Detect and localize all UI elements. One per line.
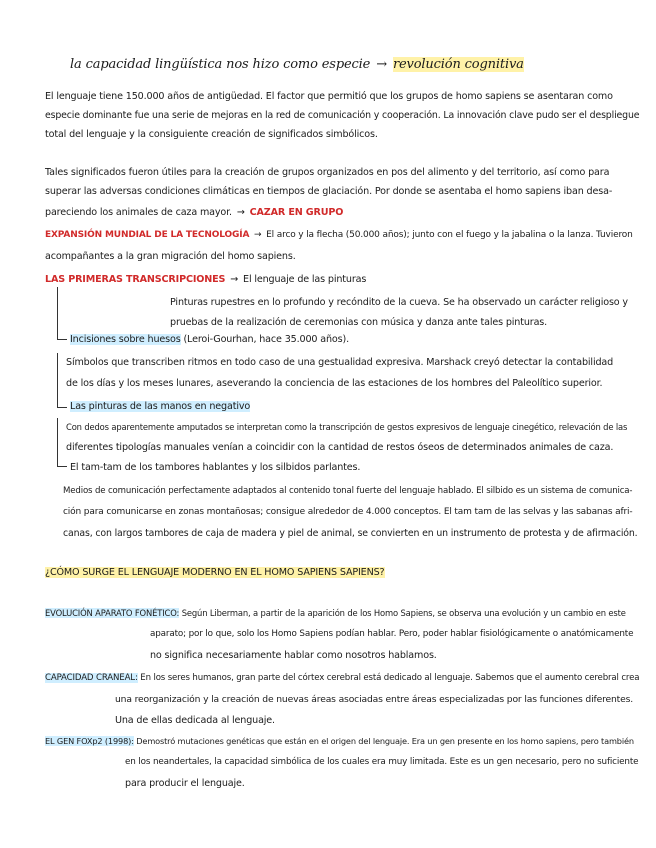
item2-line (70, 333, 349, 346)
p1-line-3: total del lenguaje y la consiguiente creación de significados simbólicos. (45, 129, 378, 140)
title-arrow-icon: → (376, 57, 387, 72)
evolution-text-3: no significa necesariamente hablar como nosotros hablamos. (150, 650, 437, 661)
arrow-icon: → (254, 230, 262, 240)
item4-text-1: Medios de comunicación perfectamente adaptados al contenido tonal fuerte del lenguaje hablado. El silbido es un sistema de comunica- (63, 486, 633, 496)
p2-line-1: Tales significados fueron útiles para la creación de grupos organizados en pos del alimento y del territorio, así como para (45, 167, 610, 178)
item1-text-1: Pinturas rupestres en lo profundo y recóndito de la cueva. Se ha observado un carácter religioso y (170, 297, 628, 308)
tree-connector-tick (57, 339, 67, 340)
item3-text-1: Con dedos aparentemente amputados se interpretan como la transcripción de gestos expresivos de lenguaje cinegético, relevación de las (66, 422, 628, 432)
item2-ref: (Leroi-Gourhan, hace 35.000 años). (183, 334, 349, 345)
gene-text-1: Demostró mutaciones genéticas que están en el origen del lenguaje. Era un gen presente en los homo sapiens, pero también (136, 736, 634, 746)
p2-line-2: superar las adversas condiciones climáticas en tiempos de glaciación. Por donde se asentaba el homo sapiens iban desa- (45, 186, 613, 197)
expansion-line-1 (45, 229, 633, 242)
item2-text-1: Símbolos que transcriben ritmos en todo caso de una gestualidad expresiva. Marshack creyó detectar la contabilidad (66, 357, 614, 368)
expansion-text: El arco y la flecha (50.000 años); junto con el fuego y la jabalina o la lanza. Tuvieron (266, 230, 633, 240)
item3-line (70, 400, 250, 413)
question-text: ¿CÓMO SURGE EL LENGUAJE MODERNO EN EL HOMO SAPIENS SAPIENS? (45, 567, 385, 578)
item3-label: Las pinturas de las manos en negativo (70, 401, 251, 412)
gene-text-2: en los neandertales, la capacidad simbólica de los cuales era muy limitada. Este es un gen necesario, pero no suficiente (125, 757, 639, 767)
item1-text-2: pruebas de la realización de ceremonias con música y danza ante tales pinturas. (170, 317, 548, 328)
tree-connector (57, 418, 58, 466)
cranial-label: CAPACIDAD CRANEAL: (45, 673, 138, 683)
p2-line-3 (45, 206, 343, 219)
p1-line-2: especie dominante fue una serie de mejoras en la red de comunicación y cooperación. La innovación clave pudo ser el despliegue (45, 110, 640, 121)
evolution-line-1 (45, 607, 626, 620)
item2-text-2: de los días y los meses lunares, aseverando la conciencia de las estaciones de los hombres del Paleolítico superior. (66, 378, 603, 389)
gene-line-1 (45, 735, 634, 748)
tree-connector-tick (57, 407, 67, 408)
transcriptions-label: LAS PRIMERAS TRANSCRIPCIONES (45, 274, 226, 285)
title-left: la capacidad lingüística nos hizo como especie (70, 57, 371, 72)
section-question (45, 566, 385, 579)
gene-label: EL GEN FOXp2 (1998): (45, 736, 134, 746)
cranial-line-1 (45, 672, 639, 685)
transcriptions-line (45, 273, 366, 286)
tree-connector (57, 353, 58, 408)
item4-text-2: ción para comunicarse en zonas montañosas; consigue alrededor de 4.000 conceptos. El tam tam de las selvas y las sabanas afri- (63, 507, 633, 517)
evolution-text-1: Según Liberman, a partir de la aparición de los Homo Sapiens, se observa una evolución y un cambio en este (181, 608, 626, 618)
tree-connector-tick (57, 466, 67, 467)
p2-line-3-text: pareciendo los animales de caza mayor. (45, 207, 232, 218)
tree-connector (57, 287, 58, 339)
expansion-line-2: acompañantes a la gran migración del homo sapiens. (45, 251, 296, 262)
cranial-text-2: una reorganización y la creación de nuevas áreas asociadas entre áreas especializadas por las funciones diferentes. (115, 694, 634, 705)
page-title (70, 58, 524, 71)
evolution-label: EVOLUCIÓN APARATO FONÉTICO: (45, 608, 180, 618)
arrow-icon: → (230, 274, 239, 285)
item4-text-3: canas, con largos tambores de caja de madera y piel de animal, se convierten en un instrumento de protesta y de afirmación. (63, 528, 638, 539)
hunt-tag: CAZAR EN GRUPO (249, 207, 344, 218)
title-highlight: revolución cognitiva (392, 57, 524, 72)
arrow-icon: → (236, 207, 245, 218)
item4-line: El tam-tam de los tambores hablantes y los silbidos parlantes. (70, 462, 361, 473)
item2-label: Incisiones sobre huesos (70, 334, 181, 345)
item3-text-2: diferentes tipologías manuales venían a coincidir con la cantidad de restos óseos de determinados animales de caza. (66, 442, 614, 453)
p1-line-1: El lenguaje tiene 150.000 años de antigüedad. El factor que permitió que los grupos de homo sapiens se asentaran como (45, 91, 613, 102)
cranial-text-3: Una de ellas dedicada al lenguaje. (115, 715, 275, 726)
evolution-text-2: aparato; por lo que, solo los Homo Sapiens podían hablar. Pero, poder hablar fisiológicamente o anatómicamente (150, 629, 634, 639)
expansion-label: EXPANSIÓN MUNDIAL DE LA TECNOLOGÍA (45, 230, 250, 240)
transcriptions-item-1: El lenguaje de las pinturas (243, 274, 367, 285)
cranial-text-1: En los seres humanos, gran parte del córtex cerebral está dedicado al lenguaje. Sabemos que el aumento cerebral crea (140, 673, 640, 683)
gene-text-3: para producir el lenguaje. (125, 778, 245, 789)
